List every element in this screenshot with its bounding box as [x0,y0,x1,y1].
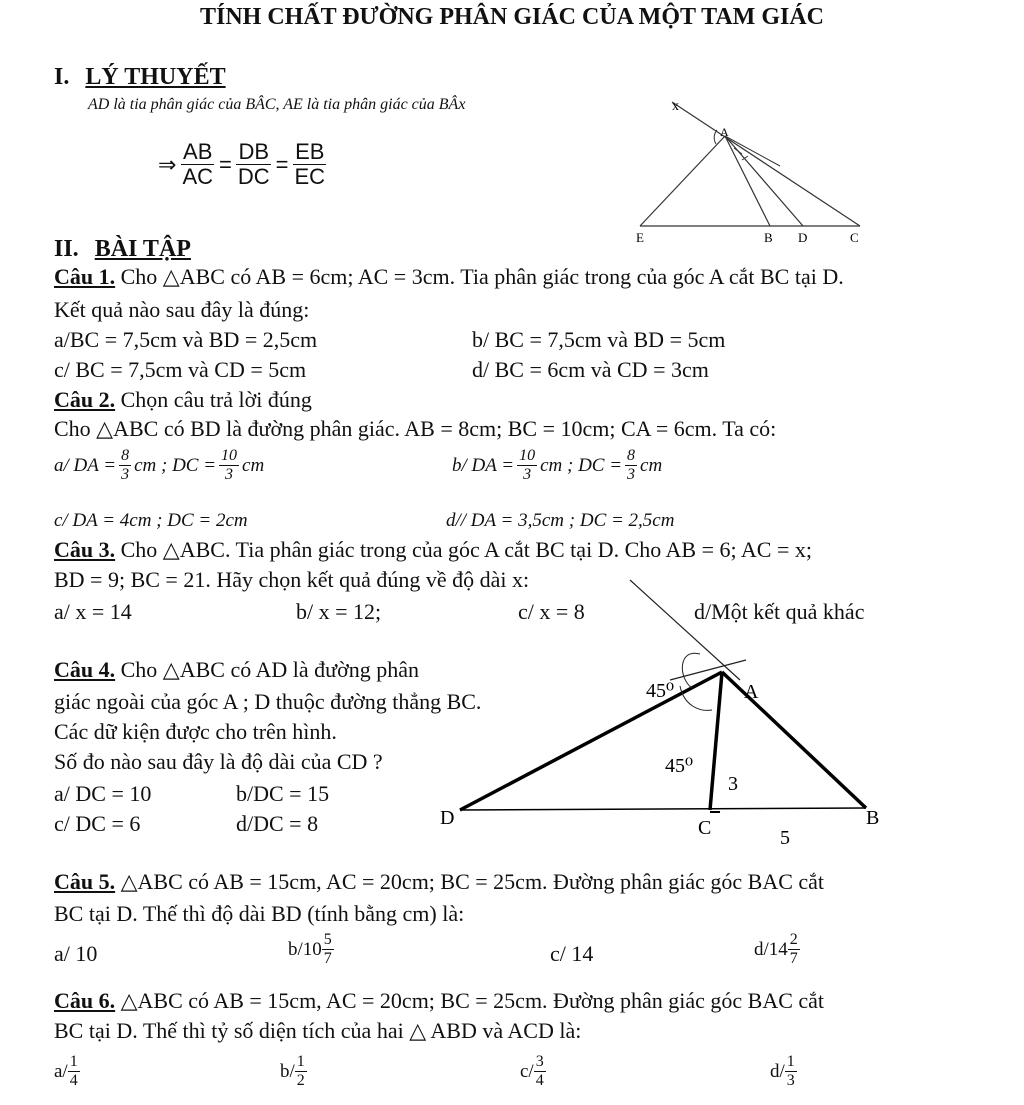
q4-line4: Số đo nào sau đây là độ dài của CD ? [54,749,383,774]
implies-symbol: ⇒ [158,151,177,177]
q1-option-c[interactable]: c/ BC = 7,5cm và CD = 5cm [54,357,307,382]
section1-number: I. [54,64,70,90]
q4-option-a[interactable]: a/ DC = 10 [54,781,152,806]
q3-option-b[interactable]: b/ x = 12; [296,599,382,624]
q1-option-b[interactable]: b/ BC = 7,5cm và BD = 5cm [472,327,726,352]
q1-option-d[interactable]: d/ BC = 6cm và CD = 3cm [472,357,709,382]
q3-label: Câu 3. [54,537,116,562]
fig1-label-d: D [798,230,808,245]
ratio-ab-ac: $\frac{AB}{AC}$ [182,139,213,189]
q4-line2: giác ngoài của góc A ; D thuộc đường thẳng BC. [54,689,482,714]
q6-option-c[interactable]: c/ $\frac{3}{4}$ [520,1053,544,1089]
theory-statement: AD là tia phân giác của BÂC, AE là tia phân giác của BÂx [88,96,466,113]
q4-option-c[interactable]: c/ DC = 6 [54,811,141,836]
q2-label: Câu 2. [54,387,116,412]
fig1-label-c: C [850,230,859,245]
q2-option-a[interactable]: a/ DA = $\frac{8}{3}$ cm ; DC = $\frac{10}{3}$ cm [54,447,265,483]
q4-label-a: A [744,681,759,703]
q5-option-d[interactable]: d/14 $\frac{2}{7}$ [754,931,798,967]
q1-line1: Câu 1. Cho △ABC có AB = 6cm; AC = 3cm. Tia phân giác trong của góc A cắt BC tại D. [54,264,844,289]
equals-sign: = [219,151,232,177]
q6-line1: Câu 6. △ABC có AB = 15cm, AC = 20cm; BC = 25cm. Đường phân giác góc BAC cắt [54,988,825,1013]
fig1-label-b: B [764,230,773,245]
q4-length-cb: 5 [780,827,790,849]
q4-figure [430,560,910,860]
q4-label-c: C [698,817,712,839]
ratio-eb-ec: $\frac{EB}{EC}$ [294,139,326,189]
q1-option-a[interactable]: a/BC = 7,5cm và BD = 2,5cm [54,327,318,352]
q2-option-c[interactable]: c/ DA = 4cm ; DC = 2cm [54,510,248,531]
q3-option-c[interactable]: c/ x = 8 [518,599,585,624]
section2-number: II. [54,236,79,262]
q2-line1: Câu 2. Chọn câu trả lời đúng [54,387,312,412]
q5-label: Câu 5. [54,869,116,894]
q2-option-d[interactable]: d// DA = 3,5cm ; DC = 2,5cm [446,510,675,531]
fig1-label-a: A [720,125,729,139]
q4-label-d: D [440,807,455,829]
bisector-figure [630,96,880,246]
fig1-label-e: E [636,230,644,245]
section1-heading [54,64,226,91]
q5-option-c[interactable]: c/ 14 [550,941,594,966]
section1-title: LÝ THUYẾT [85,64,226,90]
q3-line1: Câu 3. Cho △ABC. Tia phân giác trong của góc A cắt BC tại D. Cho AB = 6; AC = x; [54,537,812,562]
ratio-db-dc: $\frac{DB}{DC}$ [237,139,270,189]
q4-label-b: B [866,807,880,829]
fig1-label-x: x [672,99,679,114]
q6-label: Câu 6. [54,988,116,1013]
q3-option-d[interactable]: d/Một kết quả khác [694,599,865,624]
q5-line2: BC tại D. Thế thì độ dài BD (tính bằng cm) là: [54,901,465,926]
q4-option-d[interactable]: d/DC = 8 [236,811,319,836]
q1-line2: Kết quả nào sau đây là đúng: [54,297,310,322]
q6-option-a[interactable]: a/ $\frac{1}{4}$ [54,1053,78,1089]
q3-line2: BD = 9; BC = 21. Hãy chọn kết quả đúng về độ dài x: [54,567,530,592]
equals-sign: = [275,151,289,177]
q4-label: Câu 4. [54,657,116,682]
page-title: TÍNH CHẤT ĐƯỜNG PHÂN GIÁC CỦA MỘT TAM GIÁC [199,4,825,30]
q4-length-ac: 3 [728,773,738,795]
ratio-formula [158,141,327,188]
q4-angle-inner: 45⁰ [665,755,694,777]
q6-option-b[interactable]: b/ $\frac{1}{2}$ [280,1053,305,1089]
q5-option-b[interactable]: b/10 $\frac{5}{7}$ [288,931,332,967]
section2-heading [54,236,191,263]
q4-line3: Các dữ kiện được cho trên hình. [54,719,337,744]
q4-line1: Câu 4. Cho △ABC có AD là đường phân [54,657,419,682]
section2-title: BÀI TẬP [94,236,191,262]
q2-line2: Cho △ABC có BD là đường phân giác. AB = 8cm; BC = 10cm; CA = 6cm. Ta có: [54,416,777,441]
q1-label: Câu 1. [54,264,116,289]
q5-line1: Câu 5. △ABC có AB = 15cm, AC = 20cm; BC = 25cm. Đường phân giác góc BAC cắt [54,869,825,894]
q5-option-a[interactable]: a/ 10 [54,941,98,966]
q4-angle-outer: 45⁰ [646,680,675,702]
q6-option-d[interactable]: d/ $\frac{1}{3}$ [770,1053,795,1089]
q6-line2: BC tại D. Thế thì tỷ số diện tích của hai △ ABD và ACD là: [54,1018,582,1043]
q4-option-b[interactable]: b/DC = 15 [236,781,330,806]
q2-option-b[interactable]: b/ DA = $\frac{10}{3}$ cm ; DC = $\frac{8}{3}$ cm [452,447,663,483]
q3-option-a[interactable]: a/ x = 14 [54,599,132,624]
